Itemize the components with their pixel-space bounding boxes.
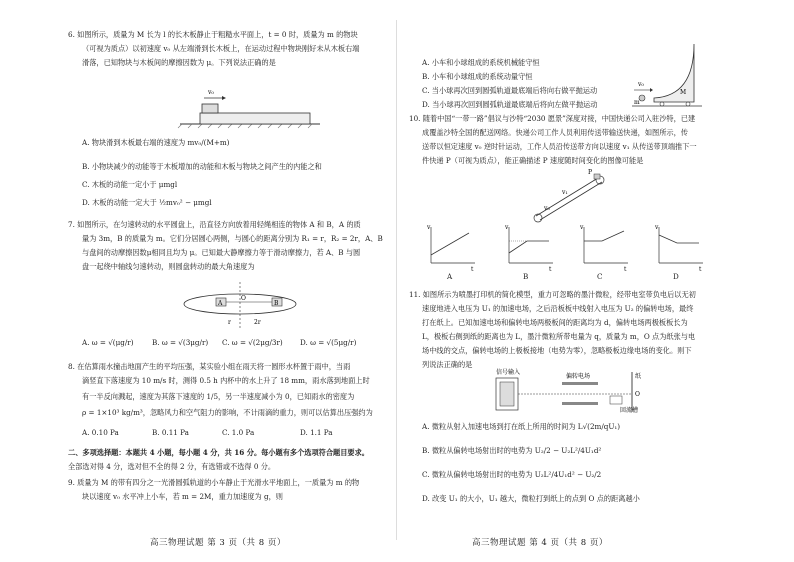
q10-line: 件快递 P（可视为质点），能正确描述 P 速度随时间变化的图像可能是 — [422, 156, 644, 165]
q7-line: 盘一起绕中轴线匀速转动，则圆盘转动的最大角速度为 — [82, 262, 255, 271]
q7-label-o: O — [241, 295, 246, 302]
q11-option-b: B. 微粒从偏转电场射出时的电势为 U₂/2 − U₂L²/4U₁d² — [422, 446, 602, 455]
q8-line: 有一半反向溅起，速度为其落下速度的 1/5，另一半速度减小为 0，已知雨水的密度为 — [82, 392, 355, 401]
q8-option-a: A. 0.10 Pa — [82, 428, 119, 437]
page-3-footer: 高三物理试题 第 3 页（共 8 页） — [150, 538, 286, 548]
q9-option-c: C. 当小球再次回到圆弧轨道最底端后将向右做平抛运动 — [422, 86, 598, 95]
q8-option-b: B. 0.11 Pa — [152, 428, 189, 437]
q9-option-b: B. 小车和小球组成的系统动量守恒 — [422, 72, 533, 81]
q7-option-b: B. ω = √(3μg/r) — [152, 338, 209, 347]
q7-label-r: r — [228, 319, 231, 326]
q11-line: 列说法正确的是 — [422, 360, 473, 369]
q9-option-d: D. 当小球再次回到圆弧轨道最底端后将向左做平抛运动 — [422, 100, 598, 109]
graph-t-label: t — [624, 266, 627, 273]
graph-t-label: t — [549, 266, 552, 273]
q11-inkjet-figure — [492, 368, 652, 416]
graph-v-label: v — [655, 224, 659, 231]
return-trough-label: 回流槽 — [620, 407, 639, 414]
q10-line: 送带以恒定速度 v₀ 逆时针运动，工作人员沿传送带方向以速度 v₁ 从传送带顶端推下一 — [422, 142, 697, 151]
q10-option-a-label: A — [447, 272, 453, 281]
q7-option-c: C. ω = √(2μg/3r) — [222, 338, 283, 347]
q8-line: ρ = 1×10³ kg/m³，忽略风力和空气阻力的影响，不计雨滴的重力，则可以估算出压强约为 — [82, 408, 373, 417]
graph-t-label: t — [471, 266, 474, 273]
q10-option-c-label: C — [597, 272, 603, 281]
q11-line: 打在纸上。已知加速电场和偏转电场两极板间的距离均为 d，偏转电场两极板板长为 — [422, 318, 688, 327]
q9-line: 9. 质量为 M 的带有四分之一光滑圆弧轨道的小车静止于光滑水平地面上，一质量为 m 的物 — [68, 478, 360, 487]
section-2-instructions: 全部选对得 4 分，选对但不全的得 2 分，有选错或不选得 0 分。 — [68, 462, 276, 471]
q8-option-d: D. 1.1 Pa — [300, 428, 333, 437]
q9-M-label: M — [680, 89, 687, 96]
q10-graph-a — [427, 224, 477, 273]
q10-P-label: P — [588, 169, 593, 176]
graph-t-label: t — [699, 266, 702, 273]
q7-line: 7. 如图所示，在匀速转动的水平圆盘上，沿直径方向放着用轻绳相连的物体 A 和 B，A 的质 — [68, 220, 361, 229]
q8-line: 8. 在估算雨水撞击地面产生的平均压强，某实验小组在雨天将一圆形水杯置于雨中，当雨 — [68, 362, 351, 371]
q10-option-b-label: B — [523, 272, 529, 281]
q10-graph-b — [505, 224, 555, 273]
q11-option-d: D. 改变 U₁ 的大小，U₁ 越大，微粒打到纸上的点到 O 点的距离越小 — [422, 494, 640, 503]
page-4-footer: 高三物理试题 第 4 页（共 8 页） — [472, 538, 608, 548]
q9-v0-label: v₀ — [638, 81, 644, 88]
deflection-field-label: 偏转电场 — [566, 373, 591, 380]
q11-option-a: A. 微粒从射入加速电场到打在纸上所用的时间为 L√(2m/qU₁) — [422, 422, 621, 431]
q9-cart-figure — [632, 40, 702, 110]
q9-m-label: m — [634, 99, 640, 106]
q6-option-d: D. 木板的动能一定大于 ½mv₀² − μmgl — [82, 198, 212, 207]
q10-line: 成覆盖沙特全国的配送网络。快递公司工作人员利用传送带输送快递，如图所示，传 — [422, 128, 688, 137]
q6-line: 滑落，已知物块与木板间的摩擦因数为 μ。下列说法正确的是 — [82, 58, 276, 67]
q10-graph-d — [655, 224, 705, 273]
q6-figure — [180, 80, 320, 125]
q6-line: （可视为质点）以初速度 v₀ 从左端滑到长木板上，在运动过程中物块刚好未从木板右端 — [82, 44, 360, 53]
q11-line: 速度地进入电压为 U₁ 的加速电场，之后沿板板中线射入电压为 U₂ 的偏转电场，最终 — [422, 304, 694, 313]
section-2-title: 二、多项选择题：本题共 4 小题，每小题 4 分，共 16 分。每小题有多个选项符合题目要求。 — [68, 448, 369, 457]
q11-line: 场中线的交点，偏转电场的上极板接地（电势为零），忽略极板边缘电场的变化。则下 — [422, 346, 692, 355]
q11-line: L，极板右侧到纸的距离也为 L，墨汁微粒所带电量为 q，质量为 m，O 点为纸张与电 — [422, 332, 696, 341]
q10-option-d-label: D — [673, 272, 679, 281]
q7-option-d: D. ω = √(5μg/r) — [300, 338, 357, 347]
paper-label: 纸 — [635, 373, 642, 380]
q6-option-a: A. 物块滑到木板最右端的速度为 mv₀/(M+m) — [82, 138, 230, 147]
q10-line: 10. 随着中国“一带一路”倡议与沙特“2030 愿景”深度对接，中国快递公司入驻沙特，已建 — [409, 114, 696, 123]
graph-v-label: v — [505, 224, 509, 231]
q11-line: 11. 如图所示为喷墨打印机的简化模型，重力可忽略的墨汁微粒，经带电室带负电后以无初 — [409, 290, 696, 299]
page-4 — [397, 0, 794, 562]
graph-v-label: v — [580, 224, 584, 231]
q10-v0-label: v₀ — [544, 205, 550, 212]
point-o-label: O — [635, 391, 640, 398]
q8-option-c: C. 1.0 Pa — [222, 428, 255, 437]
q10-conveyor-figure — [532, 170, 612, 222]
q6-line: 6. 如图所示，质量为 M 长为 l 的长木板静止于粗糙水平面上，t = 0 时，质量为 m 的物块 — [68, 30, 358, 39]
signal-input-label: 信号输入 — [496, 369, 521, 376]
q7-label-b: B — [274, 300, 279, 307]
q10-v1-label: v₁ — [562, 189, 568, 196]
q9-line: 块以速度 v₀ 水平冲上小车，若 m = 2M，重力加速度为 g，则 — [82, 492, 283, 501]
q7-disc-figure — [180, 282, 300, 332]
q9-option-a: A. 小车和小球组成的系统机械能守恒 — [422, 58, 540, 67]
q7-label-2r: 2r — [254, 319, 261, 326]
q7-line: 量为 3m，B 的质量为 m。它们分居圆心两侧，与圆心的距离分别为 R₁ = r，R₂ = 2r，A、B — [82, 234, 383, 243]
q6-v0-label: v₀ — [208, 89, 214, 96]
q10-graph-c — [580, 224, 630, 273]
q6-option-b: B. 小物块减少的动能等于木板增加的动能和木板与物块之间产生的内能之和 — [82, 162, 322, 171]
q6-option-c: C. 木板的动能一定小于 μmgl — [82, 180, 178, 189]
q8-line: 滴竖直下落速度为 10 m/s 时，测得 0.5 h 内杯中的水上升了 18 mm，雨水落到地面上时 — [82, 376, 370, 385]
graph-v-label: v — [427, 224, 431, 231]
q7-line: 与盘间的动摩擦因数μ相同且均为 μ。已知最大静摩擦力等于滑动摩擦力，若 A、B 与圆 — [82, 248, 361, 257]
q7-label-a: A — [218, 300, 223, 307]
q7-option-a: A. ω = √(μg/r) — [82, 338, 134, 347]
q11-option-c: C. 微粒从偏转电场射出时的电势为 U₂L²/4U₁d² − U₂/2 — [422, 470, 602, 479]
